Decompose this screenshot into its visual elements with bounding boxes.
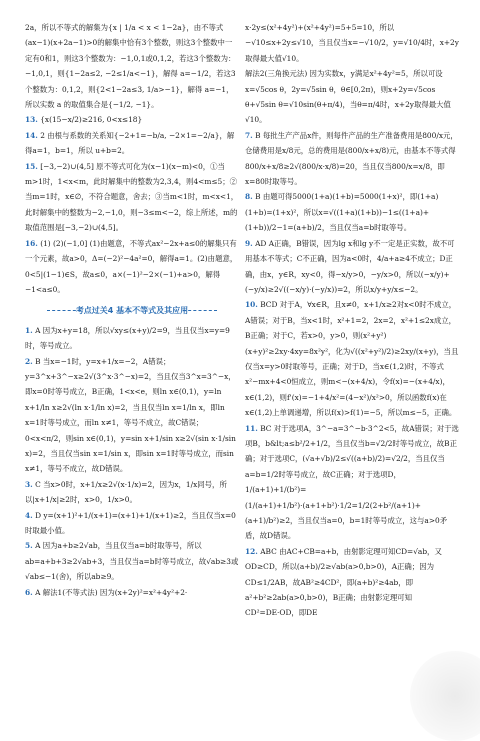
question-number: 12. [245, 546, 258, 556]
item-15 [25, 159, 239, 236]
question-9 [245, 236, 459, 298]
question-number: 6. [25, 587, 33, 597]
item-14 [25, 128, 239, 159]
question-number: 8. [245, 192, 253, 202]
item-16 [25, 236, 239, 298]
question-8 [245, 189, 459, 235]
question-text: BC 对于选项A，3^−a=3^−b·3^2<5，故A错误；对于选项B，b&lt;a≤b²/2+1/2，当且仅当b=√2/2时等号成立，故B正确；对于选项C，(√a+√b)/2≤√((a+b)/2)=√2/2，当且仅当a=b=1/2时等号成立，故C正确；对于选项D，1/(a+1)+1/(b²)=(1/(a+1)+1/b²)·(a+1+b²)·1/2=1/2(2+b²/(a+1)+(a+1)/b²)≥2，当且仅当a=0，b=1时等号成立，这与a>0矛盾，故D错误。 [245, 423, 459, 541]
left-column [25, 20, 239, 600]
question-text: BCD 对于A，∀x∈R，且x≠0，x+1/x≥2对x<0时不成立，A错误；对于B，当x<1时，x²+1=2，2x=2，x²+1≤2x成立，B正确；对于C，若x>0，y>0，则(x²+y²)(x+y)²≥2xy·4xy=8x²y²，化为√((x²+y²)/2)≥2xy/(x+y)，当且仅当x=y>0时取等号，正确；对于D，当x∈(1,2)时，不等式x²−mx+4<0恒成立，则m<−(x+4/x)，令f(x)=−(x+4/x)，x∈(1,2)，则f'(x)=−1+4/x²=(4−x²)/x²>0，所以函数f(x)在x∈(1,2)上单调递增，所以f(x)>f(1)=−5，所以m≤−5，正确。 [245, 300, 459, 418]
question-number: 3. [25, 479, 33, 489]
question-text: C 当x>0时，x+1/x≥2√(x·1/x)=2，因为x，1/x同号，所以|x+1/x|≥2时，x>0，1/x>0。 [25, 479, 227, 505]
item-text: {x(15−x/2)≥216, 0<x≤18} [40, 115, 143, 125]
question-11 [245, 421, 459, 544]
item-number: 13. [25, 115, 38, 125]
question-number: 1. [25, 325, 33, 335]
question-text: D y=(x+1)²+1/(x+1)=(x+1)+1/(x+1)≥2，当且仅当x=0时取最小值。 [25, 510, 236, 535]
item-text: 2 由根与系数的关系知{−2+1=−b/a, −2×1=−2/a}，解得a=1，b=1，所以 u+b=2。 [25, 130, 235, 156]
item-13 [25, 112, 239, 127]
question-5 [25, 538, 239, 584]
question-7 [245, 128, 459, 190]
question-text: B 由题可得5000(1+a)(1+b)=5000(1+x)²，即(1+a)(1+b)=(1+x)²，所以x=√((1+a)(1+b))−1≤((1+a)+(1+b))/2−1=(a+b)/2，当且仅当a=b时取等号。 [245, 192, 439, 233]
question-3 [25, 477, 239, 508]
question-text: A 因为a+b≥2√ab，当且仅当a=b时取等号，所以ab=a+b+3≥2√ab+3，当且仅当a=b时等号成立，故√ab≥3或√ab≤−1(舍)，所以ab≥9。 [25, 541, 239, 582]
item-number: 14. [25, 130, 38, 140]
solution-2: 解法2(三角换元法) 因为实数x，y满足x²+4y²=5，所以可设x=√5cos θ，2y=√5sin θ，θ∈[0,2π)，则x+2y=√5cos θ+√5sin θ=√10sin(θ+π/4)，当θ=π/4时，x+2y取得最大值√10。 [245, 69, 451, 125]
question-1 [25, 323, 239, 354]
question-4 [25, 508, 239, 539]
question-number: 2. [25, 356, 33, 366]
item-text: [−3,−2)∪(4,5] 原不等式可化为(x−1)(x−m)<0，①当m>1时，1<x<m，此时解集中的整数为2,3,4，则4<m≤5；②当m=1时，x∈∅，不符合题意，舍去；③当m<1时，m<x<1，此时解集中的整数为−2,−1,0，则−3≤m<−2，综上所述，m的取值范围是[−3,−2)∪(4,5]。 [25, 161, 239, 233]
question-number: 11. [245, 423, 258, 433]
question-text: A 解法1(不等式法) 因为(x+2y)²=x²+4y²+2· [35, 587, 188, 597]
question-text: A 因为x+y=18，所以√xy≤(x+y)/2=9，当且仅当x=y=9时，等号成立。 [25, 325, 230, 351]
question-text: AD A正确，B错误，因为lg x和lg y不一定是正实数，故不可用基本不等式；C不正确，因为a<0时，4/a+a≥4不成立；D正确，由x，y∈R，xy<0，得−x/y>0，−y/x>0，所以(−x/y)+(−y/x)≥2√((−x/y)·(−y/x))=2，所以x/y+y/x≤−2。 [245, 238, 455, 294]
question-text: B 每批生产产品x件，则每件产品的生产准备费用是800/x元，仓储费用是x/8元，总的费用是(800/x+x/8)元，由基本不等式得800/x+x/8≥2√(800/x·x/8)=20，当且仅当800/x=x/8，即x=80时取等号。 [245, 130, 458, 187]
right-column [245, 20, 459, 621]
question-text: B 当x=−1时，y=x+1/x=−2，A错误；y=3^x+3^−x≥2√(3^x·3^−x)=2，当且仅当3^x=3^−x，即x=0时等号成立，B正确，1<x<e，则ln x∈(0,1)，y=ln x+1/ln x≥2√(ln x·1/ln x)=2，当且仅当ln x=1/ln x，即ln x=1时等号成立，而ln x≠1，等号不成立，故C错误；0<x<π/2，则sin x∈(0,1)，y=sin x+1/sin x≥2√(sin x·1/sin x)=2，当且仅当sin x=1/sin x，即sin x=1时等号成立，而sin x≠1，等号不成立，故D错误。 [25, 356, 236, 474]
section-title: 考点过关4 基本不等式及其应用 [25, 303, 239, 318]
item-number: 15. [25, 161, 38, 171]
question-number: 9. [245, 238, 253, 248]
question-12 [245, 544, 459, 621]
question-number: 5. [25, 541, 33, 551]
item-number: 16. [25, 238, 38, 248]
paragraph: 2a，所以不等式的解集为{x | 1/a < x < 1−2a}，由不等式(ax−1)(x+2a−1)>0的解集中恰有3个整数，则这3个整数中一定有0和1，则这3个整数为：−1,0,1或0,1,2，若这3个整数为：−1,0,1，则{1−2a≤2, −2≤1/a<−1}，解得 a=−1/2，若这3个整数为：0,1,2，则{2<1−2a≤3, 1/a>−1}，解得 a=−1，所以实数 a 的取值集合是{−1/2, −1}。 [25, 23, 236, 110]
question-number: 4. [25, 510, 33, 520]
question-10 [245, 297, 459, 420]
question-6 [25, 585, 239, 600]
question-text: ABC 由AC+CB=a+b，由射影定理可知CD=√ab，又OD≥CD，所以(a+b)/2≥√ab(a>0,b>0)，A正确；因为CD≤1/2AB，故AB²≥4CD²，即(a+b)²≥4ab，即a²+b²≥2ab(a>0,b>0)，B正确；由射影定理可知CD²=DE·OD，即DE [245, 546, 442, 618]
question-number: 7. [245, 130, 253, 140]
question-2 [25, 354, 239, 477]
question-number: 10. [245, 300, 258, 310]
item-text: (1) (2)(−1,0] (1)由题意，不等式ax²−2x+a≤0的解集只有一个元素，故a>0，Δ=(−2)²−4a²=0，解得a=1。(2)由题意，0<5|(1−1)∈S，故a≤0，a×(−1)²−2×(−1)+a>0，解得−1<a≤0。 [25, 238, 238, 294]
page-corner-shadow [410, 651, 480, 741]
paragraph: x·2y≤(x²+4y²)+(x²+4y²)=5+5=10，所以−√10≤x+2y≤√10，当且仅当x=−√10/2，y=√10/4时，x+2y取得最大值√10。 [245, 23, 459, 63]
